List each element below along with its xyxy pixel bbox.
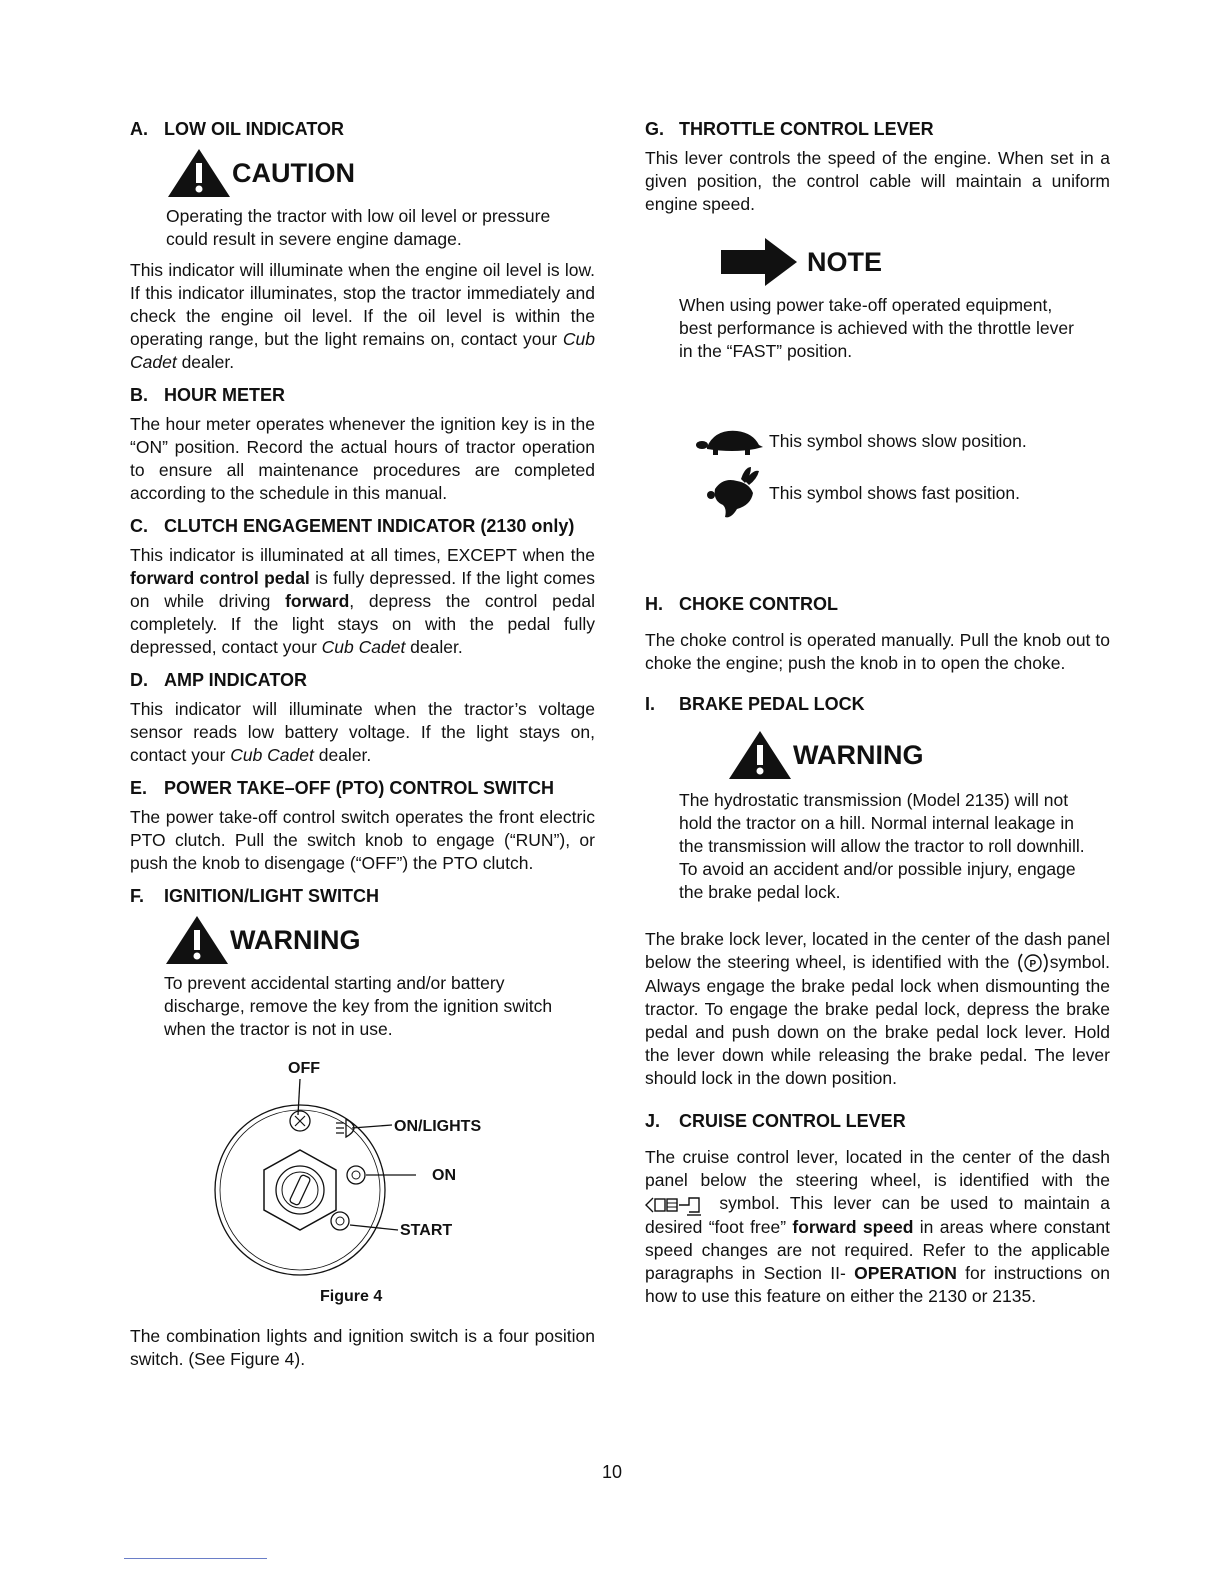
section-g-throttle (645, 118, 1110, 523)
section-title: AMP INDICATOR (164, 670, 308, 690)
park-brake-symbol-icon (1016, 951, 1050, 975)
body-text: This indicator will illuminate when the tractor’s voltage sensor reads low battery voltage. If the light stays on, contact your (130, 699, 595, 765)
note-arrow-icon (719, 236, 799, 288)
section-j-body (645, 1146, 1110, 1307)
fast-symbol-text: This symbol shows fast position. (769, 482, 1020, 503)
section-letter: B. (130, 385, 148, 405)
section-j-heading (645, 1110, 1110, 1132)
section-i-brake-lock (645, 693, 1110, 1090)
section-letter: A. (130, 119, 148, 139)
label-start: START (400, 1222, 453, 1239)
body-text-end: dealer. (176, 352, 235, 372)
body-text-end: dealer. (313, 745, 372, 765)
section-letter: G. (645, 119, 665, 139)
section-letter: H. (645, 594, 663, 614)
section-a-heading (130, 118, 595, 140)
section-a-body (130, 259, 595, 374)
section-c-heading (130, 515, 595, 537)
right-column (645, 118, 1110, 1318)
warning-text: To prevent accidental starting and/or battery discharge, remove the key from the ignition switch when the tractor is not in use. (164, 973, 553, 1039)
body-text: This indicator will illuminate when the engine oil level is low. If this indicator illuminates, stop the tractor immediately and check the engine oil level. If the oil level is within the operating range, but the light remains on, contact your (130, 260, 595, 349)
section-g-heading (645, 118, 1110, 140)
body-text: This indicator is illuminated at all times, EXCEPT when the (130, 545, 595, 565)
fast-symbol-row (693, 463, 1110, 523)
brand-name: Cub Cadet (230, 745, 314, 765)
warning-callout (164, 914, 574, 1041)
figure-caption: Figure 4 (320, 1288, 383, 1305)
label-off: OFF (288, 1060, 320, 1077)
section-letter: F. (130, 886, 145, 906)
note-label: NOTE (807, 246, 883, 277)
body-text: in areas where constant speed changes are not required. Refer to the applicable paragraphs in Section II- (645, 1216, 1110, 1283)
footer-rule (124, 1558, 267, 1559)
body-text-end: dealer. (405, 637, 463, 657)
section-i-body (645, 928, 1110, 1090)
section-c-clutch-indicator (130, 515, 595, 659)
bold-term: forward (285, 591, 350, 611)
warning-header (727, 729, 1089, 781)
left-column (130, 118, 595, 1381)
section-i-heading (645, 693, 1110, 715)
warning-callout (679, 729, 1089, 904)
turtle-icon (693, 425, 769, 457)
rabbit-icon (693, 465, 769, 521)
section-letter: C. (130, 516, 148, 536)
section-title: THROTTLE CONTROL LEVER (679, 119, 934, 139)
section-e-pto-switch (130, 777, 595, 875)
section-d-amp-indicator (130, 669, 595, 767)
speed-symbols (693, 423, 1110, 523)
section-b-body: The hour meter operates whenever the ignition key is in the “ON” position. Record the actual hours of tractor operation to ensure all maintenance procedures are completed according to the schedule in this manual. (130, 414, 595, 503)
warning-label: WARNING (230, 924, 361, 955)
caution-triangle-icon (166, 147, 232, 199)
section-f-ignition-switch (130, 885, 595, 1371)
section-title: BRAKE PEDAL LOCK (679, 694, 865, 714)
note-text: When using power take-off operated equipment, best performance is achieved with the throttle lever in the “FAST” position. (679, 295, 1074, 361)
section-letter: D. (130, 670, 148, 690)
section-title: HOUR METER (164, 385, 285, 405)
section-a-low-oil-indicator (130, 118, 595, 374)
warning-header (164, 914, 574, 966)
on-position-icon (347, 1166, 365, 1184)
body-text: The brake lock lever, located in the center of the dash panel below the steering wheel, is identified with the (645, 929, 1110, 972)
section-title: LOW OIL INDICATOR (164, 119, 344, 139)
note-callout (679, 236, 1089, 363)
caution-header (166, 147, 571, 199)
section-letter: I. (645, 694, 656, 714)
section-title: IGNITION/LIGHT SWITCH (164, 886, 379, 906)
section-d-body (130, 698, 595, 767)
body-text: symbol. This lever can be used to maintain a desired “foot free” (645, 1193, 1110, 1237)
section-h-heading (645, 593, 1110, 615)
caution-label: CAUTION (232, 157, 355, 188)
svg-text:P: P (1029, 959, 1036, 971)
section-title: CHOKE CONTROL (679, 594, 838, 614)
section-b-hour-meter (130, 384, 595, 505)
body-text: , depress the control pedal completely. If the light stays on with the pedal fully depressed, contact your (130, 591, 595, 657)
caution-callout (166, 147, 571, 251)
ignition-key-icon (264, 1150, 336, 1230)
ignition-switch-figure (130, 1055, 595, 1305)
section-e-heading (130, 777, 595, 799)
section-e-body: The power take-off control switch operates the front electric PTO clutch. Pull the switch knob to engage (“RUN”), or push the knob to disengage (“OFF”) the PTO clutch. (130, 807, 595, 873)
section-letter: J. (645, 1111, 661, 1132)
warning-triangle-icon (164, 914, 230, 966)
warning-text: The hydrostatic transmission (Model 2135) will not hold the tractor on a hill. Normal internal leakage in the transmission will allow the tractor to roll downhill. To avoid an accident and/or possible injury, engage the brake pedal lock. (679, 790, 1085, 902)
page-number: 10 (601, 1462, 623, 1482)
section-f-closing: The combination lights and ignition switch is a four position switch. (See Figure 4). (130, 1326, 595, 1369)
label-on-lights: ON/LIGHTS (394, 1118, 482, 1135)
section-j-cruise (645, 1110, 1110, 1307)
body-text: The cruise control lever, located in the center of the dash panel below the steering wheel, is identified with the (645, 1147, 1110, 1191)
bold-term: forward speed (792, 1216, 914, 1237)
caution-text: Operating the tractor with low oil level or pressure could result in severe engine damage. (166, 206, 551, 249)
warning-label: WARNING (793, 739, 924, 770)
section-title: POWER TAKE–OFF (PTO) CONTROL SWITCH (164, 778, 554, 798)
section-g-body: This lever controls the speed of the engine. When set in a given position, the control cable will maintain a uniform engine speed. (645, 148, 1110, 214)
slow-symbol-text: This symbol shows slow position. (769, 430, 1027, 451)
section-h-body: The choke control is operated manually. Pull the knob out to choke the engine; push the knob in to open the choke. (645, 630, 1110, 673)
brand-name: Cub Cadet (130, 329, 595, 372)
body-text: is fully depressed. If the light comes on while driving (130, 568, 596, 611)
body-text-end: symbol. Always engage the brake pedal lock when dismounting the tractor. To engage the brake pedal lock, depress the brake pedal and push down on the brake pedal lock lever. Hold the lever down while releasing the brake pedal. The lever should lock in the down position. (645, 952, 1110, 1089)
start-position-icon (331, 1212, 349, 1230)
section-f-heading (130, 885, 595, 907)
section-title: CRUISE CONTROL LEVER (679, 1111, 906, 1132)
section-c-body (130, 544, 595, 659)
cruise-control-symbol-icon (645, 1194, 709, 1216)
note-header (719, 236, 1089, 288)
section-b-heading (130, 384, 595, 406)
section-h-choke (645, 593, 1110, 675)
bold-term: forward control pedal (130, 568, 310, 588)
slow-symbol-row (693, 423, 1110, 459)
body-text-end: for instructions on how to use this feature on either the 2130 or 2135. (645, 1262, 1110, 1306)
brand-name: Cub Cadet (321, 637, 406, 657)
warning-triangle-icon (727, 729, 793, 781)
section-d-heading (130, 669, 595, 691)
section-letter: E. (130, 778, 148, 798)
bold-term: OPERATION (854, 1262, 957, 1283)
section-title: CLUTCH ENGAGEMENT INDICATOR (2130 only) (164, 516, 575, 536)
label-on: ON (432, 1167, 456, 1184)
